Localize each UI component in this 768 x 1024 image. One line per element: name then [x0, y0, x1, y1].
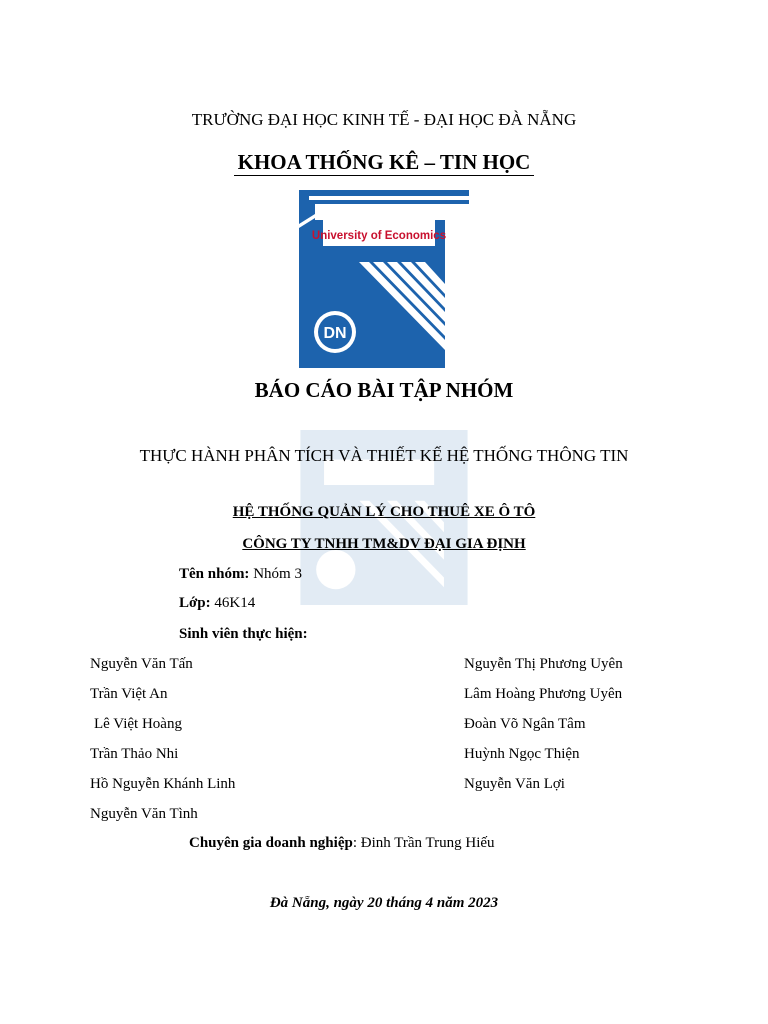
member-right-5: Nguyễn Văn Lợi [464, 776, 565, 792]
project-title-line-1: HỆ THỐNG QUẢN LÝ CHO THUÊ XE Ô TÔ [232, 504, 536, 520]
university-logo [299, 190, 469, 368]
report-title: BÁO CÁO BÀI TẬP NHÓM [254, 378, 514, 402]
member-right-2: Lâm Hoàng Phương Uyên [464, 686, 623, 702]
expert-label: Chuyên gia doanh nghiệp [189, 835, 353, 851]
member-left-5: Hồ Nguyễn Khánh Linh [90, 776, 236, 792]
faculty-name-text: KHOA THỐNG KÊ – TIN HỌC [234, 150, 535, 176]
project-title-line-2: CÔNG TY TNHH TM&DV ĐẠI GIA ĐỊNH [242, 536, 526, 552]
members-label: Sinh viên thực hiện: [179, 626, 308, 642]
member-left-6: Nguyễn Văn Tình [90, 806, 198, 822]
faculty-name [0, 150, 768, 175]
group-value: Nhóm 3 [253, 566, 302, 582]
logo-emblem-text: DN [323, 325, 347, 342]
date-line: Đà Nẵng, ngày 20 tháng 4 năm 2023 [269, 895, 499, 911]
member-left-4: Trần Thảo Nhi [90, 746, 179, 762]
group-label: Tên nhóm: [179, 566, 250, 582]
member-right-1: Nguyễn Thị Phương Uyên [464, 656, 623, 672]
expert-row [189, 835, 495, 852]
member-left-1: Nguyễn Văn Tấn [90, 656, 193, 672]
university-name: TRƯỜNG ĐẠI HỌC KINH TẾ - ĐẠI HỌC ĐÀ NẴNG [191, 110, 577, 129]
member-left-3: Lê Việt Hoàng [94, 716, 182, 732]
course-title: THỰC HÀNH PHÂN TÍCH VÀ THIẾT KẾ HỆ THỐNG THÔNG TIN [139, 446, 629, 465]
class-value: 46K14 [214, 595, 256, 611]
member-right-3: Đoàn Võ Ngân Tâm [464, 716, 586, 732]
member-right-4: Huỳnh Ngọc Thiện [464, 746, 580, 762]
member-left-2: Trần Việt An [90, 686, 168, 702]
class-label: Lớp: [179, 595, 211, 611]
class-row [179, 595, 255, 612]
expert-name: : Đinh Trần Trung Hiếu [352, 835, 495, 851]
logo-text: University of Economics [311, 230, 447, 242]
group-row [179, 566, 302, 583]
logo-top-stripe [309, 196, 469, 200]
